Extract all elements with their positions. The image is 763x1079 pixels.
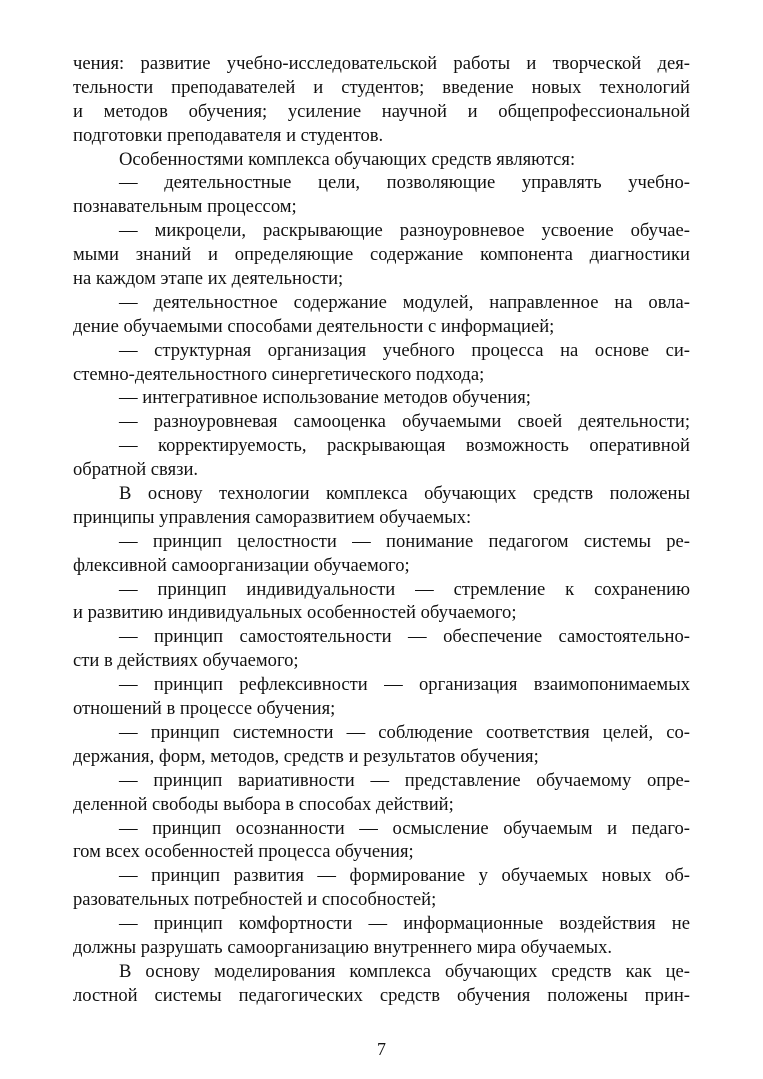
text-line: разовательных потребностей и способностей; — [73, 889, 437, 911]
text-line: — разноуровневая самооценка обучаемыми своей деятельности; — [119, 411, 690, 433]
text-line: сти в действиях обучаемого; — [73, 650, 299, 672]
text-line: и развитию индивидуальных особенностей обучаемого; — [73, 602, 517, 624]
page-number: 7 — [377, 1039, 386, 1059]
text-line: — принцип комфортности — информационные воздействия не — [119, 913, 690, 935]
text-line: Особенностями комплекса обучающих средств являются: — [119, 148, 576, 170]
text-line: — деятельностное содержание модулей, направленное на овла- — [119, 291, 690, 313]
text-line: чения: развитие учебно-исследовательской работы и творческой дея- — [73, 53, 690, 74]
text-line: стемно-деятельностного синергетического подхода; — [73, 363, 485, 385]
text-line: тельности преподавателей и студентов; введение новых технологий — [73, 76, 690, 98]
text-line: — принцип осознанности — осмысление обучаемым и педаго- — [119, 817, 690, 839]
text-line: — принцип целостности — понимание педагогом системы ре- — [119, 530, 690, 552]
text-line: — принцип вариативности — представление обучаемому опре- — [119, 769, 690, 791]
text-line: флексивной самоорганизации обучаемого; — [73, 554, 410, 576]
text-line: подготовки преподавателя и студентов. — [73, 124, 384, 146]
text-line: — структурная организация учебного процесса на основе си- — [119, 339, 690, 361]
text-line: гом всех особенностей процесса обучения; — [73, 841, 414, 863]
text-line: держания, форм, методов, средств и результатов обучения; — [73, 745, 539, 767]
text-line: — принцип развития — формирование у обучаемых новых об- — [119, 865, 690, 887]
text-line: лостной системы педагогических средств обучения положены прин- — [73, 984, 690, 1006]
text-line: мыми знаний и определяющие содержание компонента диагностики — [73, 244, 690, 266]
text-line: отношений в процессе обучения; — [73, 698, 336, 720]
text-line: — принцип системности — соблюдение соответствия целей, со- — [119, 721, 690, 743]
text-line: — интегративное использование методов обучения; — [119, 387, 531, 409]
text-line: — принцип рефлексивности — организация взаимопонимаемых — [119, 674, 690, 696]
text-line: — микроцели, раскрывающие разноуровневое усвоение обучае- — [119, 220, 690, 242]
text-line: В основу моделирования комплекса обучающих средств как це- — [119, 960, 690, 982]
text-line: — принцип индивидуальности — стремление к сохранению — [119, 578, 690, 600]
text-line: обратной связи. — [73, 459, 199, 481]
text-line: — деятельностные цели, позволяющие управлять учебно- — [119, 172, 690, 194]
text-line: принципы управления саморазвитием обучаемых: — [73, 506, 472, 528]
text-line: познавательным процессом; — [73, 196, 297, 218]
text-line: на каждом этапе их деятельности; — [73, 268, 344, 290]
body-text — [73, 52, 690, 1008]
text-line: и методов обучения; усиление научной и общепрофессиональной — [73, 100, 690, 122]
text-line: — принцип самостоятельности — обеспечение самостоятельно- — [119, 626, 690, 648]
text-line: деленной свободы выбора в способах действий; — [73, 793, 454, 815]
text-line: — корректируемость, раскрывающая возможность оперативной — [119, 435, 690, 457]
text-line: дение обучаемыми способами деятельности с информацией; — [73, 315, 555, 337]
text-line: В основу технологии комплекса обучающих средств положены — [119, 483, 690, 505]
text-line: должны разрушать самоорганизацию внутреннего мира обучаемых. — [73, 936, 613, 958]
